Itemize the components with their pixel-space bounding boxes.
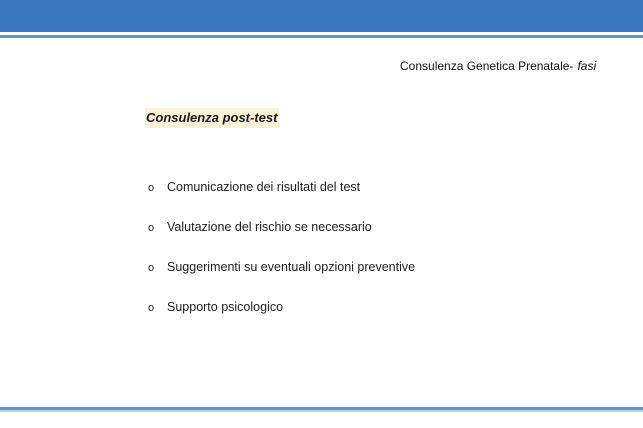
section-title: Consulenza post-test [145, 108, 279, 128]
bullet-marker-icon: o [148, 222, 155, 234]
list-item-text: Suggerimenti su eventuali opzioni preventive [167, 260, 416, 274]
bullet-marker-icon: o [148, 302, 155, 314]
header-title: Consulenza Genetica Prenatale- [400, 59, 574, 73]
bullet-marker-icon: o [148, 262, 155, 274]
list-item-text: Valutazione del rischio se necessario [167, 220, 372, 234]
list-item [148, 218, 415, 258]
list-item [148, 178, 415, 218]
list-item-text: Supporto psicologico [167, 300, 284, 314]
slide-header [400, 59, 596, 73]
bullet-list [148, 178, 415, 338]
header-phase: fasi [577, 59, 597, 73]
list-item [148, 298, 415, 338]
list-item-text: Comunicazione dei risultati del test [167, 180, 361, 194]
bullet-marker-icon: o [148, 182, 155, 194]
bottom-divider-shadow [0, 410, 643, 412]
top-divider [0, 35, 643, 38]
list-item [148, 258, 415, 298]
top-banner [0, 0, 643, 32]
